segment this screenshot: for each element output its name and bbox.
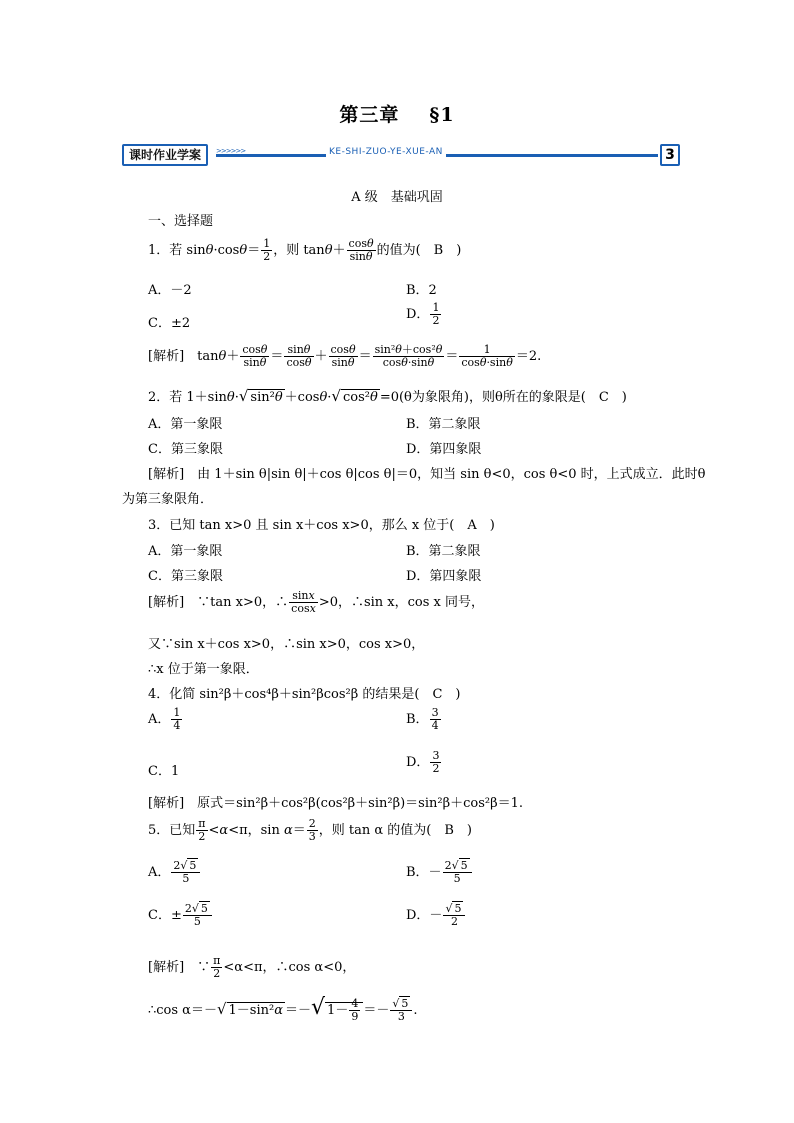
chapter-title: 第三章 [339,104,400,126]
banner-number: 3 [660,144,680,166]
question-1-stem: 1．若 sinθ·cosθ＝ $\frac{1}{2}$ ，则 tanθ＋ $\frac{\cos\theta}{\sin\theta}$ 的值为( B ) [148,237,462,263]
q5-option-a: A． $\frac{2√ 5}{5}$ [148,860,201,885]
q5-analysis-line2: ∴cos α＝－√ 1－sin²α ＝－√ 1－ $\frac{4}{9}$ ＝－ $\frac{√ 5}{3}$ . [148,995,418,1023]
question-5-stem: 5．已知 $\frac{\pi}{2}$ <α<π，sin α＝ $\frac{2}{3}$ ，则 tan α 的值为( B ) [148,817,473,843]
level-heading: A 级 基础巩固 [351,190,443,205]
q4-option-c: C．1 [148,764,180,779]
q1-option-b: B．2 [406,283,437,298]
question-2-stem: 2．若 1＋sinθ·√ sin²θ ＋cosθ·√ cos²θ =0(θ为象限角)，则θ所在的象限是( C ) [148,387,627,405]
q2-option-a: A．第一象限 [148,417,223,432]
question-4-stem: 4．化简 sin²β＋cos⁴β＋sin²βcos²β 的结果是( C ) [148,687,461,702]
q3-analysis-line3: ∴x 位于第一象限． [148,662,259,677]
q3-option-a: A．第一象限 [148,544,223,559]
q5-option-d: D．－ $\frac{√ 5}{2}$ [406,903,466,928]
q4-option-a: A． $\frac{1}{4}$ [148,706,181,732]
q2-option-d: D．第四象限 [406,442,482,457]
homework-banner [122,144,680,166]
q3-option-b: B．第二象限 [406,544,481,559]
q1-option-d: D． $\frac{1}{2}$ [406,301,440,327]
q4-analysis: [解析] 原式＝sin²β＋cos²β(cos²β＋sin²β)＝sin²β＋cos²β＝1. [148,796,524,811]
part-heading: 一、选择题 [148,214,214,229]
banner-chevrons: >>>>>> [216,147,246,155]
q1-option-a: A．－2 [148,283,192,298]
q2-analysis-cont: 为第三象限角． [122,492,214,507]
q2-option-b: B．第二象限 [406,417,481,432]
q5-analysis: [解析] ∵ $\frac{\pi}{2}$ <α<π，∴cos α<0， [148,954,356,980]
q4-option-b: B． $\frac{3}{4}$ [406,706,439,732]
q3-option-d: D．第四象限 [406,569,482,584]
q2-option-c: C．第三象限 [148,442,223,457]
page-title [0,100,794,127]
banner-pinyin: KE-SHI-ZUO-YE-XUE-AN [326,147,446,157]
section-title: §1 [429,104,455,126]
q3-analysis: [解析] ∵tan x>0，∴ $\frac{\sin x}{\cos x}$ >0，∴sin x，cos x 同号， [148,589,485,615]
q5-option-c: C．± $\frac{2√ 5}{5}$ [148,903,213,928]
analysis-label: [解析] [148,349,185,364]
banner-label: 课时作业学案 [122,144,208,166]
q3-option-c: C．第三象限 [148,569,223,584]
q1-option-c: C．±2 [148,316,191,331]
question-3-stem: 3．已知 tan x>0 且 sin x＋cos x>0，那么 x 位于( A ) [148,518,495,533]
q5-option-b: B．－ $\frac{2√ 5}{5}$ [406,860,473,885]
q4-option-d: D． $\frac{3}{2}$ [406,749,440,775]
q3-analysis-line2: 又∵sin x＋cos x>0，∴sin x>0，cos x>0， [148,637,425,652]
q1-analysis: [解析] tanθ＋ $\frac{\cos\theta}{\sin\theta}$ ＝ $\frac{\sin\theta}{\cos\theta}$ ＋ $\frac{\cos\theta}{\sin\theta}$ ＝ $\frac{\text{sin²θ＋cos²θ}}{\cos\theta\cdot\sin\theta}$ ＝ $\frac{1}{\cos\theta\cdot\sin\theta}$ ＝2. [148,343,542,369]
q2-analysis: [解析] 由 1＋sin θ|sin θ|＋cos θ|cos θ|＝0，知当 sin θ<0，cos θ<0 时，上式成立．此时θ [148,467,706,482]
